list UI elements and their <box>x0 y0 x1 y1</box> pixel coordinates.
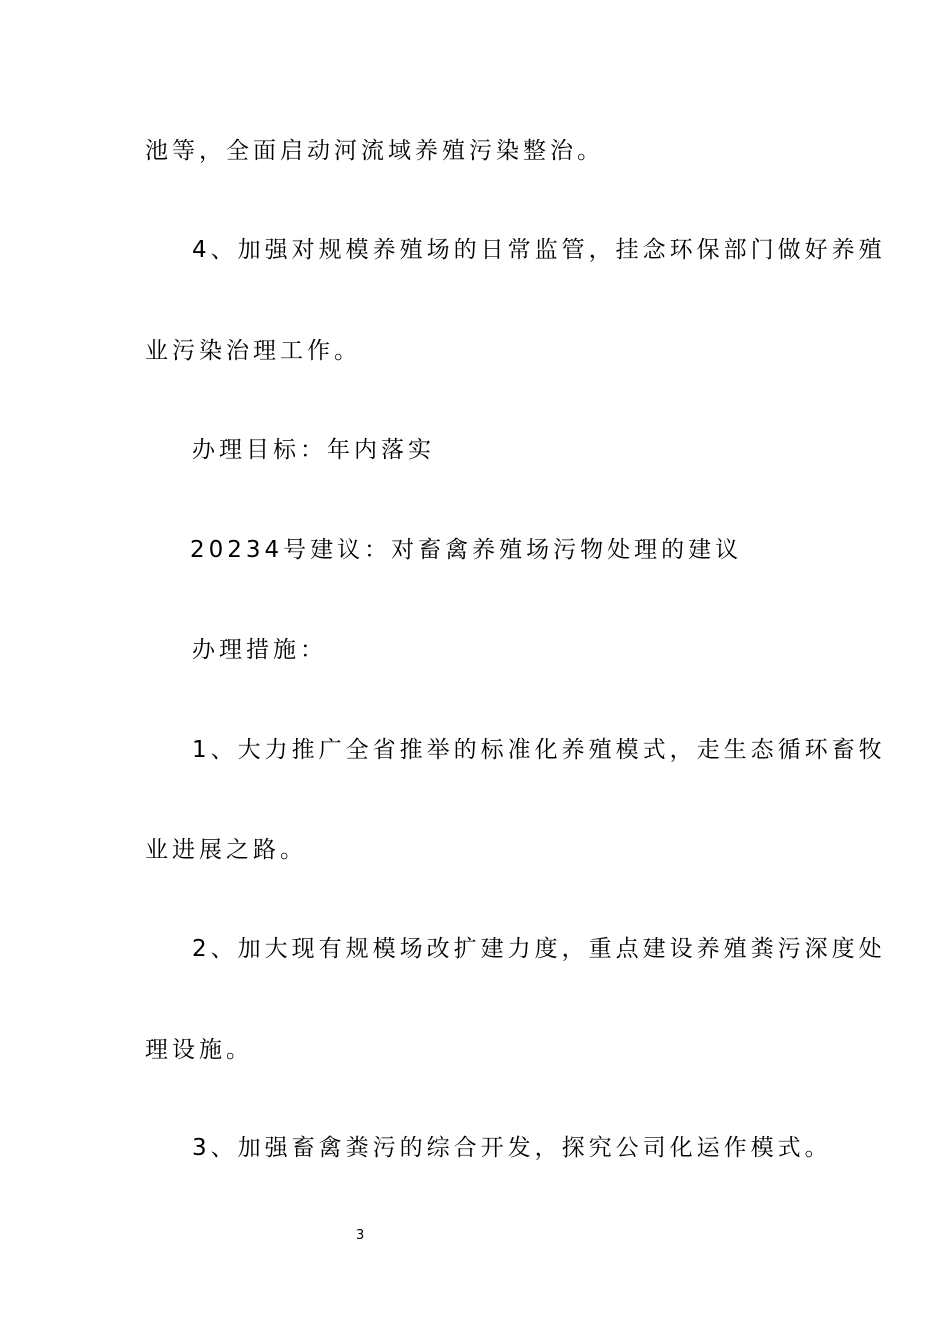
paragraph-line-10: 理设施。 <box>145 1037 253 1063</box>
paragraph-line-3: 业污染治理工作。 <box>145 338 361 364</box>
paragraph-line-1: 池等，全面启动河流域养殖污染整治。 <box>145 138 604 164</box>
page-number: 3 <box>356 1228 365 1243</box>
paragraph-line-11: 3、加强畜禽粪污的综合开发，探究公司化运作模式。 <box>192 1135 832 1161</box>
paragraph-line-4: 办理目标：年内落实 <box>192 437 435 463</box>
paragraph-line-2: 4、加强对规模养殖场的日常监管，挂念环保部门做好养殖 <box>192 237 886 263</box>
paragraph-line-5: 20234号建议：对畜禽养殖场污物处理的建议 <box>190 537 743 563</box>
paragraph-line-8: 业进展之路。 <box>145 837 307 863</box>
paragraph-line-7: 1、大力推广全省推举的标准化养殖模式，走生态循环畜牧 <box>192 737 886 763</box>
paragraph-line-9: 2、加大现有规模场改扩建力度，重点建设养殖粪污深度处 <box>192 936 886 962</box>
paragraph-line-6: 办理措施： <box>192 637 327 663</box>
